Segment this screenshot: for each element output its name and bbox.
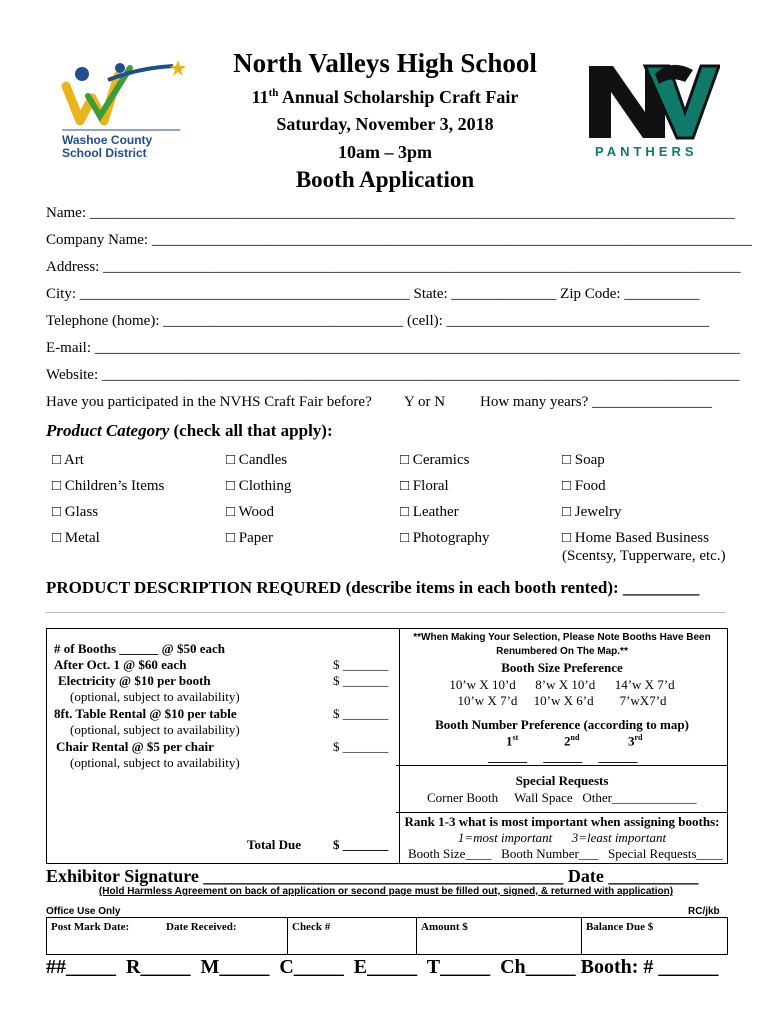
fair-date: Saturday, November 3, 2018: [276, 114, 494, 134]
panthers-logo: [585, 60, 720, 160]
office-use-table: [46, 917, 728, 955]
checkbox-soap[interactable]: □ Soap: [562, 452, 605, 468]
checkbox-glass[interactable]: □ Glass: [52, 504, 99, 520]
row-divider-1: [396, 765, 727, 766]
booth-size-row-1[interactable]: 10’w X 10’d 8’w X 10’d 14’w X 7’d: [449, 677, 675, 692]
washoe-county-logo: [58, 56, 188, 161]
city-state-zip-field[interactable]: City: ____________________________________________ State: ______________ Zip Code: __________: [46, 286, 700, 302]
divider: [46, 612, 726, 613]
office-codes-line[interactable]: ##_____ R_____ M_____ C_____ E_____ T_____ Ch_____ Booth: # ______: [46, 956, 719, 978]
checkbox-leather[interactable]: □ Leather: [400, 504, 459, 520]
form-title: Booth Application: [295, 167, 475, 192]
booth-number-title: Booth Number Preference (according to map): [435, 717, 689, 732]
home-business-note: (Scentsy, Tupperware, etc.): [562, 548, 726, 564]
fair-name: 11th Annual Scholarship Craft Fair: [251, 87, 519, 107]
special-requests-options[interactable]: Corner Booth Wall Space Other_____________: [427, 790, 697, 805]
product-description-field[interactable]: PRODUCT DESCRIPTION REQURED (describe items in each booth rented): _________: [46, 578, 700, 597]
checkbox-ceramics[interactable]: □ Ceramics: [400, 452, 470, 468]
booth-size-row-2[interactable]: 10’w X 7’d 10’w X 6’d 7’wX7’d: [457, 693, 667, 708]
hold-harmless-note: (Hold Harmless Agreement on back of application or second page must be filled out, signed, & returned with application): [98, 886, 674, 897]
chair-rental-note: (optional, subject to availability): [70, 755, 240, 770]
electricity-note: (optional, subject to availability): [70, 689, 240, 704]
booth-size-title: Booth Size Preference: [501, 660, 623, 675]
checkbox-metal[interactable]: □ Metal: [52, 530, 100, 546]
checkbox-floral[interactable]: □ Floral: [400, 478, 449, 494]
amount-electricity[interactable]: $ _______: [333, 673, 389, 688]
exhibitor-signature-field[interactable]: Exhibitor Signature ________________________________________ Date __________: [46, 866, 699, 886]
total-due-label: Total Due: [247, 837, 302, 852]
website-field[interactable]: Website: _____________________________________________________________________________________: [46, 367, 740, 383]
amount-booths[interactable]: $ _______: [333, 657, 389, 672]
special-requests-title: Special Requests: [515, 773, 609, 788]
logo-panthers-text: PANTHERS: [595, 144, 698, 159]
amount-cell[interactable]: Amount $: [416, 918, 581, 954]
checkbox-childrens-items[interactable]: □ Children’s Items: [52, 478, 165, 494]
office-use-label: Office Use Only: [46, 906, 121, 917]
third-choice: 3rd: [628, 733, 643, 749]
checkbox-clothing[interactable]: □ Clothing: [226, 478, 292, 494]
logo-line1: Washoe County: [62, 133, 153, 147]
booths-count-line[interactable]: # of Booths ______ @ $50 each: [54, 641, 225, 656]
logo-line2: School District: [62, 146, 147, 160]
checkbox-art[interactable]: □ Art: [52, 452, 84, 468]
rank-items[interactable]: Booth Size____ Booth Number___ Special Requests____: [408, 846, 723, 861]
participated-question: Have you participated in the NVHS Craft Fair before?: [46, 394, 372, 410]
balance-due-cell[interactable]: Balance Due $: [581, 918, 727, 954]
how-many-years-field[interactable]: How many years? ________________: [480, 394, 713, 410]
second-choice: 2nd: [564, 733, 580, 749]
yes-no-option[interactable]: Y or N: [404, 394, 446, 410]
table-rental-note: (optional, subject to availability): [70, 722, 240, 737]
first-choice: 1st: [506, 733, 519, 749]
checkbox-home-based-business[interactable]: □ Home Based Business: [562, 530, 709, 546]
office-initials: RC/jkb: [688, 906, 720, 917]
checkbox-candles[interactable]: □ Candles: [226, 452, 288, 468]
post-mark-date-cell[interactable]: Post Mark Date:: [51, 921, 130, 933]
date-received-cell[interactable]: Date Received:: [166, 921, 237, 933]
company-field[interactable]: Company Name: ________________________________________________________________________________: [46, 232, 752, 248]
row-divider-2: [396, 812, 727, 813]
chair-rental-line: Chair Rental @ $5 per chair: [56, 739, 214, 754]
electricity-line: Electricity @ $10 per booth: [58, 673, 211, 688]
table-rental-line: 8ft. Table Rental @ $10 per table: [54, 706, 237, 721]
booth-number-blanks[interactable]: ______ ______ ______: [488, 749, 638, 764]
email-field[interactable]: E-mail: ______________________________________________________________________________________: [46, 340, 740, 356]
rank-title: Rank 1-3 what is most important when assigning booths:: [404, 814, 720, 829]
amount-chair[interactable]: $ _______: [333, 739, 389, 754]
check-number-cell[interactable]: Check #: [287, 918, 416, 954]
product-category-heading: Product Category (check all that apply):: [46, 421, 333, 440]
name-field[interactable]: Name: ______________________________________________________________________________________: [46, 205, 735, 221]
checkbox-paper[interactable]: □ Paper: [226, 530, 273, 546]
renumber-note-2: Renumbered On The Map.**: [496, 646, 628, 657]
amount-table[interactable]: $ _______: [333, 706, 389, 721]
checkbox-jewelry[interactable]: □ Jewelry: [562, 504, 622, 520]
telephone-field[interactable]: Telephone (home): ________________________________ (cell): ___________________________________: [46, 313, 710, 329]
checkbox-wood[interactable]: □ Wood: [226, 504, 274, 520]
checkbox-photography[interactable]: □ Photography: [400, 530, 490, 546]
fair-time: 10am – 3pm: [338, 142, 432, 162]
address-field[interactable]: Address: _____________________________________________________________________________________: [46, 259, 741, 275]
checkbox-food[interactable]: □ Food: [562, 478, 606, 494]
renumber-note-1: **When Making Your Selection, Please Note Booths Have Been: [413, 632, 711, 643]
school-name: North Valleys High School: [233, 48, 537, 78]
after-oct-line: After Oct. 1 @ $60 each: [54, 657, 187, 672]
rank-scale: 1=most important 3=least important: [457, 830, 667, 845]
total-due-amount[interactable]: $ _______: [333, 837, 389, 852]
